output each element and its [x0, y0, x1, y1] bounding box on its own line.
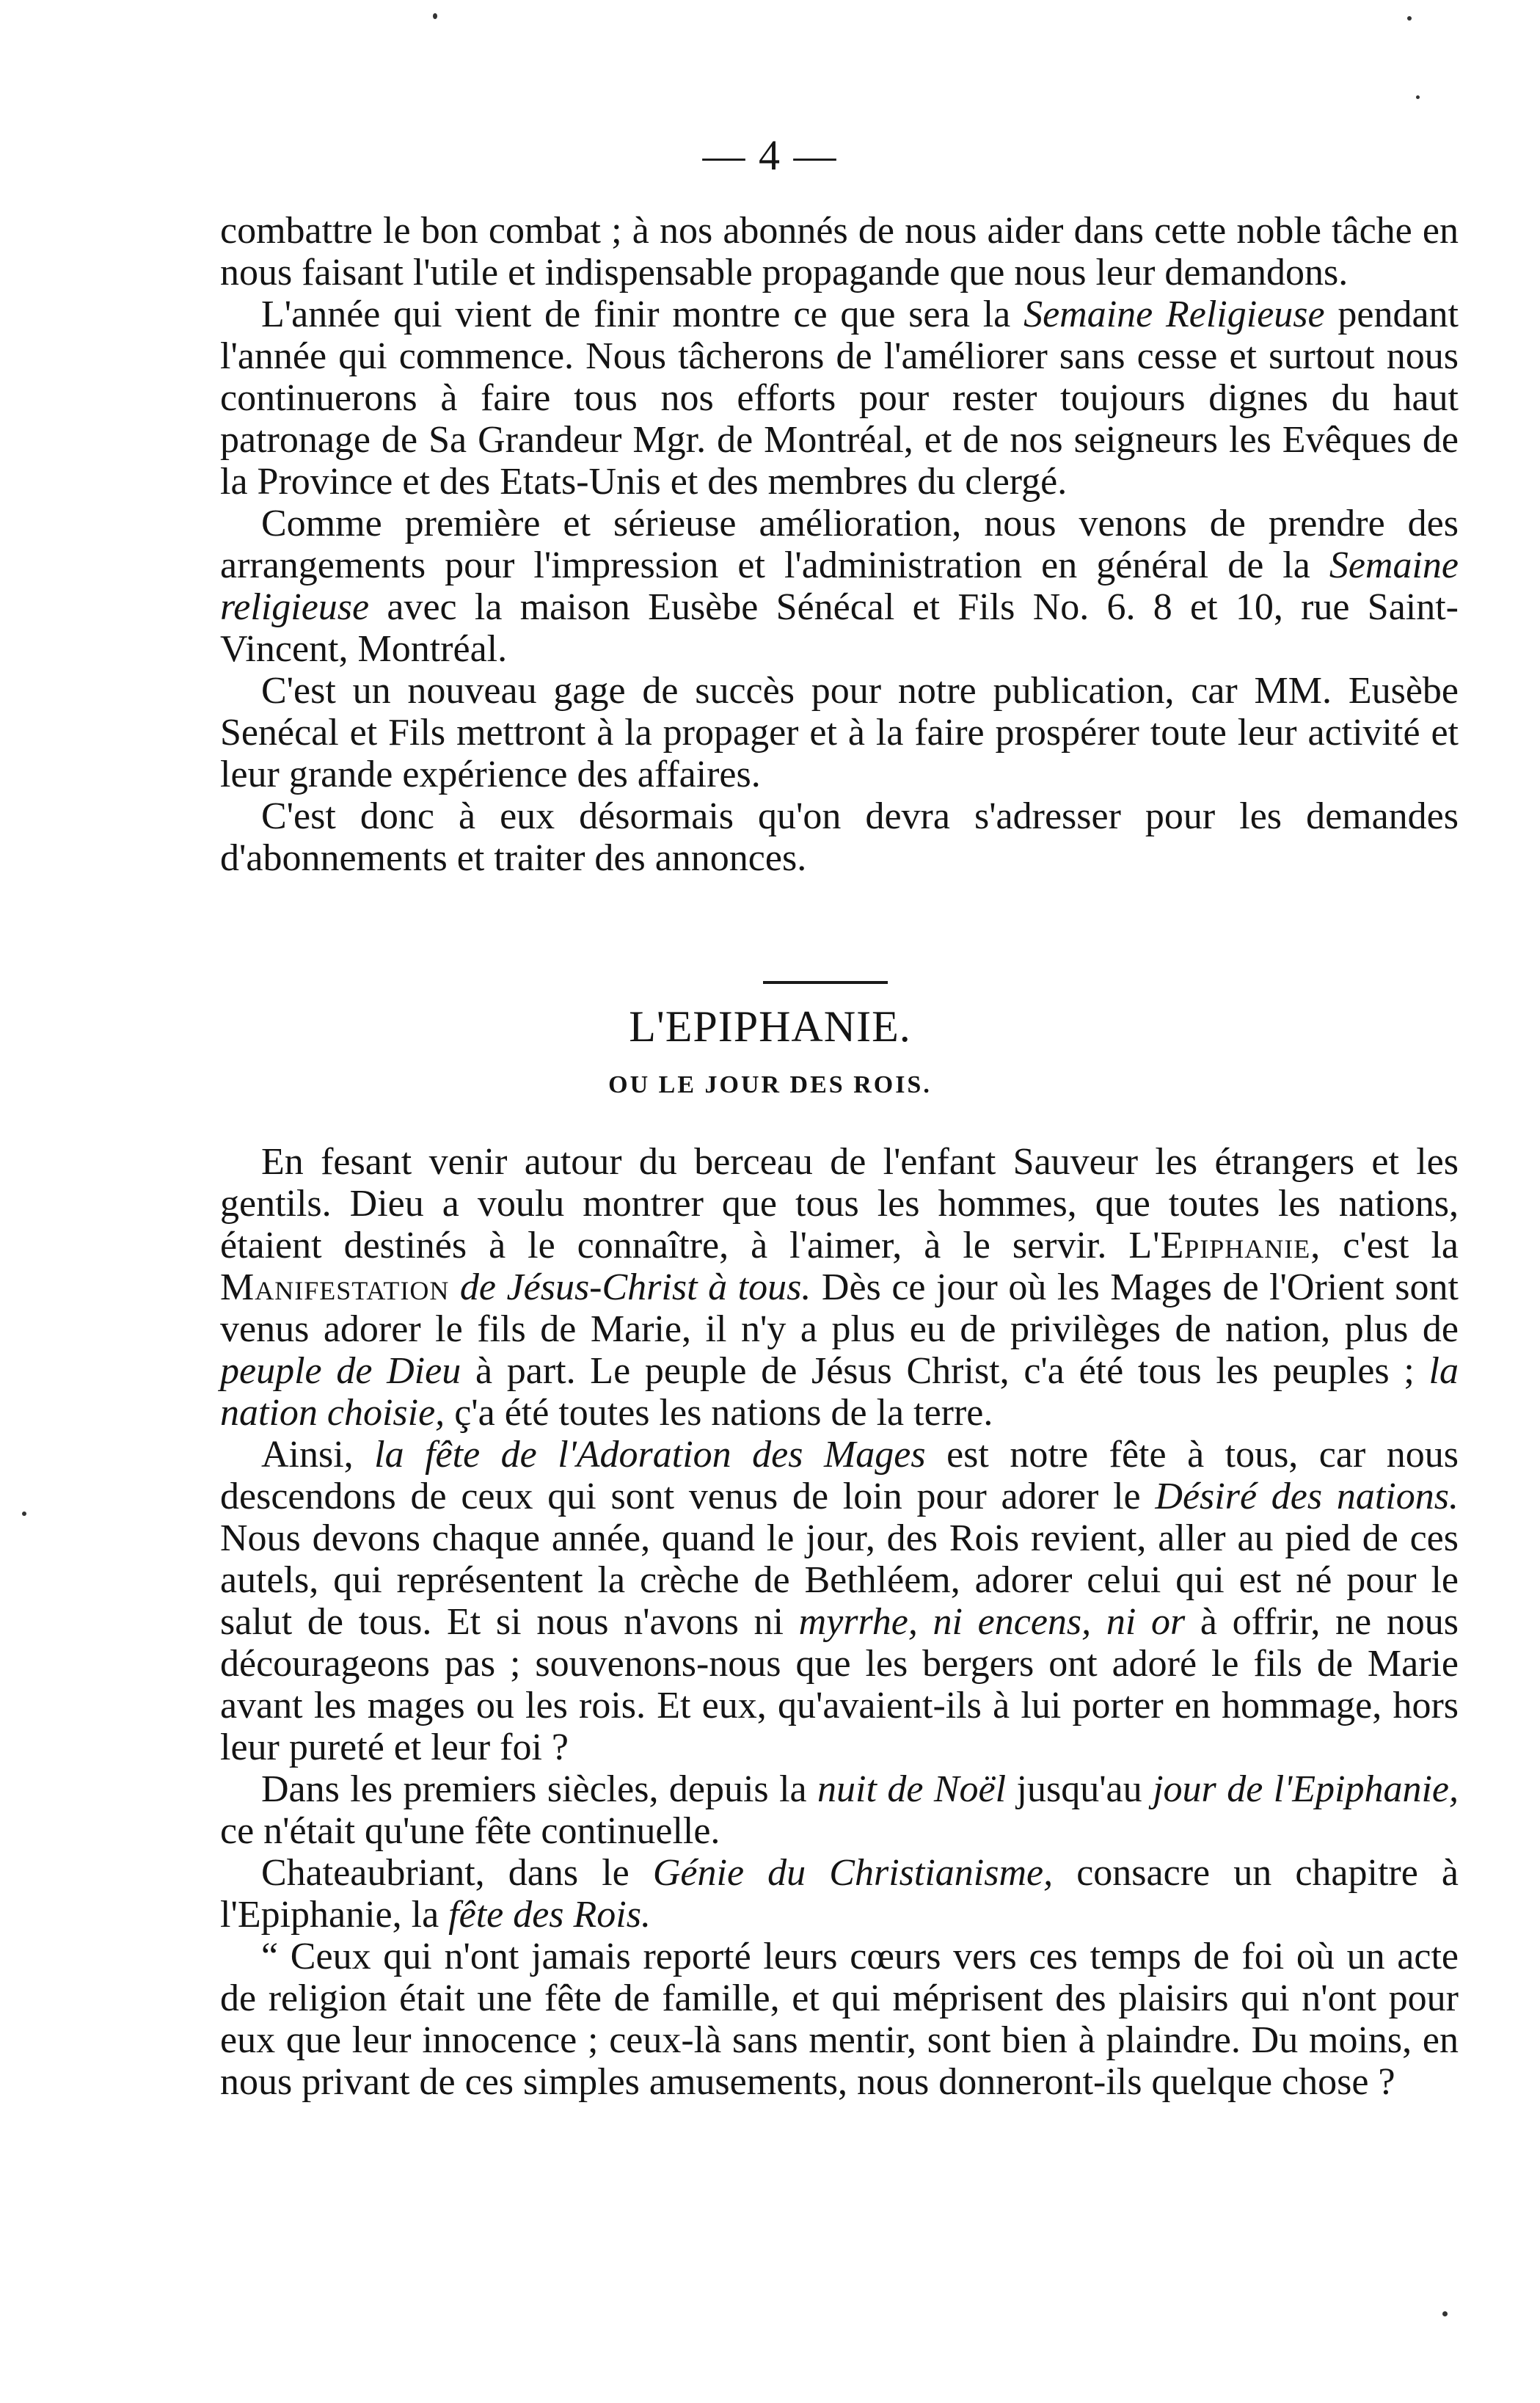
- intro-paragraph-1: combattre le bon combat ; à nos abonnés de nous aider dans cette noble tâche en nous faisant l'utile et indispensable propagande que nous leur demandons.: [220, 210, 1459, 293]
- section-divider: [763, 981, 888, 984]
- scan-speck: [1407, 16, 1412, 21]
- page-number: — 4 —: [702, 131, 838, 179]
- intro-section: [220, 210, 1459, 879]
- article-subtitle: OU LE JOUR DES ROIS.: [608, 1071, 932, 1098]
- article-body: [220, 1141, 1459, 2103]
- scan-speck: [1416, 95, 1420, 99]
- article-paragraph-3: Dans les premiers siècles, depuis la nuit de Noël jusqu'au jour de l'Epiphanie, ce n'était qu'une fête continuelle.: [220, 1768, 1459, 1852]
- scan-speck: [1442, 2311, 1448, 2316]
- scan-speck: [22, 1512, 26, 1516]
- scan-speck: [433, 13, 437, 19]
- article-paragraph-1: En fesant venir autour du berceau de l'enfant Sauveur les étrangers et les gentils. Dieu a voulu montrer que tous les hommes, que toutes les nations, étaient destinés à le connaître, à l'aimer, à le servir. L'Epiphanie, c'est la Manifestation de Jésus-Christ à tous. Dès ce jour où les Mages de l'Orient sont venus adorer le fils de Marie, il n'y a plus eu de privilèges de nation, plus de peuple de Dieu à part. Le peuple de Jésus Christ, c'a été tous les peuples ; la nation choisie, ç'a été toutes les nations de la terre.: [220, 1141, 1459, 1434]
- article-paragraph-2: Ainsi, la fête de l'Adoration des Mages est notre fête à tous, car nous descendons de ceux qui sont venus de loin pour adorer le Désiré des nations. Nous devons chaque année, quand le jour, des Rois revient, aller au pied de ces autels, qui représentent la crèche de Bethléem, adorer celui qui est né pour le salut de tous. Et si nous n'avons ni myrrhe, ni encens, ni or à offrir, ne nous décourageons pas ; souvenons-nous que les bergers ont adoré le fils de Marie avant les mages ou les rois. Et eux, qu'avaient-ils à lui porter en hommage, hors leur pureté et leur foi ?: [220, 1434, 1459, 1768]
- article-paragraph-5: “ Ceux qui n'ont jamais reporté leurs cœurs vers ces temps de foi où un acte de religion était une fête de famille, et qui méprisent des plaisirs qui n'ont pour eux que leur innocence ; ceux-là sans mentir, sont bien à plaindre. Du moins, en nous privant de ces simples amusements, nous donneront-ils quelque chose ?: [220, 1936, 1459, 2103]
- article-paragraph-4: Chateaubriant, dans le Génie du Christianisme, consacre un chapitre à l'Epiphanie, la fête des Rois.: [220, 1852, 1459, 1936]
- intro-paragraph-3: Comme première et sérieuse amélioration, nous venons de prendre des arrangements pour l'impression et l'administration en général de la Semaine religieuse avec la maison Eusèbe Sénécal et Fils No. 6. 8 et 10, rue Saint-Vincent, Montréal.: [220, 503, 1459, 670]
- article-title: L'EPIPHANIE.: [629, 1002, 911, 1051]
- intro-paragraph-4: C'est un nouveau gage de succès pour notre publication, car MM. Eusèbe Senécal et Fils mettront à la propager et à la faire prospérer toute leur activité et leur grande expérience des affaires.: [220, 670, 1459, 795]
- intro-paragraph-2: L'année qui vient de finir montre ce que sera la Semaine Religieuse pendant l'année qui commence. Nous tâcherons de l'améliorer sans cesse et surtout nous continuerons à faire tous nos efforts pour rester toujours dignes du haut patronage de Sa Grandeur Mgr. de Montréal, et de nos seigneurs les Evêques de la Province et des Etats-Unis et des membres du clergé.: [220, 293, 1459, 503]
- intro-paragraph-5: C'est donc à eux désormais qu'on devra s'adresser pour les demandes d'abonnements et traiter des annonces.: [220, 795, 1459, 879]
